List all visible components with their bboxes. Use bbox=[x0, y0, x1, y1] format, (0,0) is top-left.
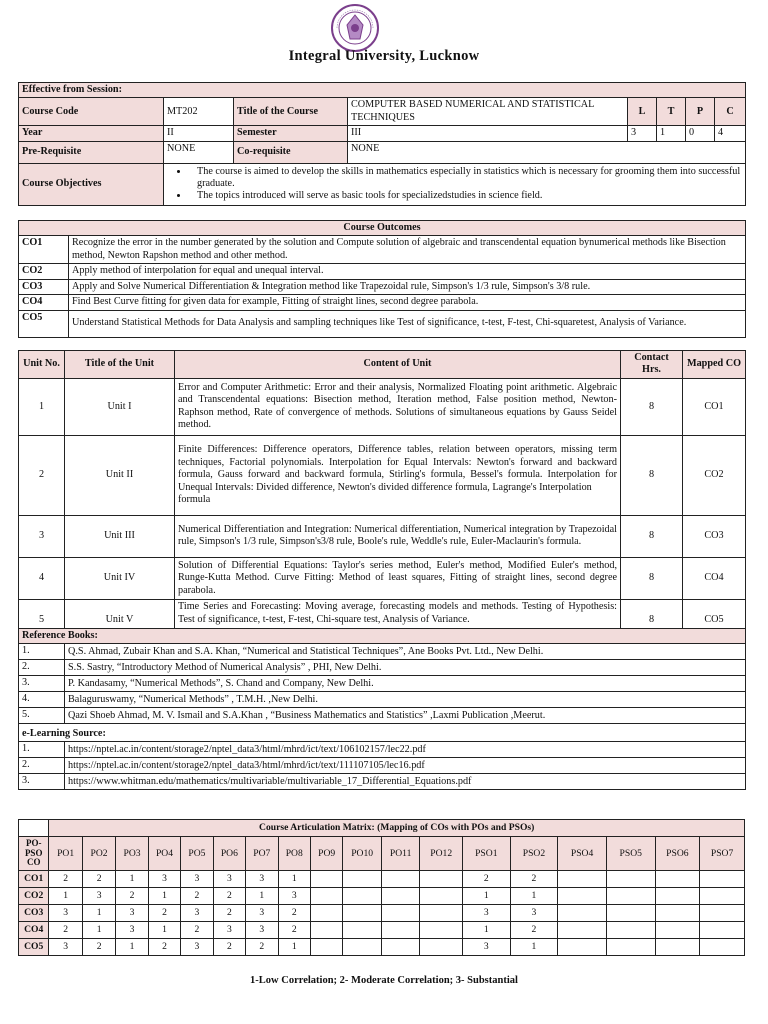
reference-number: 2. bbox=[19, 660, 65, 676]
elearning-number: 2. bbox=[19, 758, 65, 774]
matrix-cell: 1 bbox=[246, 888, 278, 905]
objective-item: • The topics introduced will serve as basic tools for specializedstudies in science field. bbox=[189, 190, 742, 202]
matrix-col-header: PO4 bbox=[148, 837, 180, 871]
matrix-cell bbox=[558, 888, 607, 905]
unit-content: Error and Computer Arithmetic: Error and their analysis, Normalized Floating point arithmetic. Algebraic and Transcendental equations: Bisection method, Iteration method, False position method, Newton-Raphson method, Rate of convergence of methods. Solutions of simultaneous equations by Gauss Seidel method. bbox=[175, 378, 621, 435]
prerequisite-label: Pre-Requisite bbox=[19, 141, 164, 163]
matrix-cell: 1 bbox=[82, 905, 115, 922]
ltpc-value-p: 0 bbox=[686, 126, 715, 141]
corequisite-value: NONE bbox=[348, 141, 746, 163]
matrix-cell bbox=[606, 888, 655, 905]
matrix-cell bbox=[310, 871, 342, 888]
matrix-row-co: CO4 bbox=[19, 922, 49, 939]
unit-mapped-co: CO4 bbox=[683, 557, 746, 599]
unit-title: Unit IV bbox=[65, 557, 175, 599]
elearning-link[interactable]: https://nptel.ac.in/content/storage2/nptel_data3/html/mhrd/ict/text/106102157/lec22.pdf bbox=[65, 742, 746, 758]
unit-mapped-co: CO5 bbox=[683, 599, 746, 628]
elearning-link[interactable]: https://nptel.ac.in/content/storage2/nptel_data3/html/mhrd/ict/text/111107105/lec16.pdf bbox=[65, 758, 746, 774]
outcome-code: CO2 bbox=[19, 264, 69, 279]
matrix-col-header: PO11 bbox=[381, 837, 420, 871]
units-table bbox=[18, 350, 746, 790]
matrix-cell: 2 bbox=[116, 888, 148, 905]
matrix-col-header: PSO5 bbox=[606, 837, 655, 871]
unit-hours: 8 bbox=[621, 515, 683, 557]
year-value: II bbox=[164, 126, 234, 141]
matrix-cell: 2 bbox=[82, 939, 115, 956]
matrix-col-header: PSO6 bbox=[655, 837, 700, 871]
objectives-label: Course Objectives bbox=[19, 163, 164, 205]
matrix-cell: 3 bbox=[49, 939, 82, 956]
matrix-cell bbox=[606, 922, 655, 939]
matrix-col-header: PO8 bbox=[278, 837, 310, 871]
matrix-cell: 3 bbox=[181, 871, 213, 888]
matrix-cell: 1 bbox=[278, 871, 310, 888]
matrix-cell bbox=[655, 871, 700, 888]
matrix-col-header: PO3 bbox=[116, 837, 148, 871]
matrix-cell: 1 bbox=[510, 888, 558, 905]
matrix-col-header: PSO7 bbox=[700, 837, 745, 871]
matrix-cell: 2 bbox=[213, 939, 245, 956]
matrix-cell: 2 bbox=[246, 939, 278, 956]
matrix-cell bbox=[310, 905, 342, 922]
matrix-cell bbox=[700, 905, 745, 922]
matrix-row bbox=[19, 888, 745, 905]
matrix-cell bbox=[420, 939, 463, 956]
mapped-co-header: Mapped CO bbox=[683, 351, 746, 379]
matrix-cell bbox=[558, 922, 607, 939]
outcome-code: CO3 bbox=[19, 279, 69, 294]
matrix-col-header: PO5 bbox=[181, 837, 213, 871]
unit-mapped-co: CO1 bbox=[683, 378, 746, 435]
unit-title: Unit III bbox=[65, 515, 175, 557]
matrix-cell: 3 bbox=[116, 905, 148, 922]
matrix-cell bbox=[700, 871, 745, 888]
unit-mapped-co: CO2 bbox=[683, 435, 746, 515]
ltpc-header-p: P bbox=[686, 98, 715, 126]
matrix-row bbox=[19, 939, 745, 956]
matrix-cell bbox=[381, 922, 420, 939]
matrix-col-header: PO7 bbox=[246, 837, 278, 871]
matrix-corner-top: PO-PSO bbox=[24, 837, 43, 858]
matrix-row-co: CO2 bbox=[19, 888, 49, 905]
matrix-cell: 3 bbox=[49, 905, 82, 922]
reference-number: 5. bbox=[19, 708, 65, 724]
corequisite-label: Co-requisite bbox=[234, 141, 348, 163]
matrix-cell: 1 bbox=[116, 939, 148, 956]
matrix-col-header: PO12 bbox=[420, 837, 463, 871]
matrix-cell bbox=[606, 871, 655, 888]
matrix-cell: 1 bbox=[148, 888, 180, 905]
unit-hours: 8 bbox=[621, 378, 683, 435]
references-heading: Reference Books: bbox=[19, 628, 746, 643]
matrix-cell: 3 bbox=[82, 888, 115, 905]
unit-hours: 8 bbox=[621, 557, 683, 599]
unit-title-header: Title of the Unit bbox=[65, 351, 175, 379]
university-seal-logo bbox=[330, 3, 380, 53]
matrix-col-header: PO6 bbox=[213, 837, 245, 871]
unit-mapped-co: CO3 bbox=[683, 515, 746, 557]
elearning-number: 3. bbox=[19, 774, 65, 790]
matrix-row bbox=[19, 871, 745, 888]
ltpc-header-t: T bbox=[657, 98, 686, 126]
reference-number: 4. bbox=[19, 692, 65, 708]
matrix-row bbox=[19, 905, 745, 922]
matrix-cell: 1 bbox=[462, 922, 510, 939]
correlation-legend: 1-Low Correlation; 2- Moderate Correlation; 3- Substantial bbox=[250, 975, 518, 986]
ltpc-value-t: 1 bbox=[657, 126, 686, 141]
outcomes-heading: Course Outcomes bbox=[19, 221, 746, 236]
unit-number: 5 bbox=[19, 599, 65, 628]
matrix-cell: 3 bbox=[510, 905, 558, 922]
objectives-list bbox=[167, 166, 742, 203]
matrix-cell: 2 bbox=[181, 888, 213, 905]
matrix-cell: 1 bbox=[82, 922, 115, 939]
matrix-cell: 3 bbox=[462, 939, 510, 956]
university-name: Integral University, Lucknow bbox=[288, 48, 480, 64]
matrix-header-row bbox=[19, 837, 745, 871]
matrix-col-header: PO9 bbox=[310, 837, 342, 871]
matrix-cell bbox=[420, 922, 463, 939]
matrix-cell: 3 bbox=[213, 922, 245, 939]
ltpc-value-c: 4 bbox=[715, 126, 746, 141]
matrix-cell bbox=[343, 939, 382, 956]
outcome-code: CO5 bbox=[19, 310, 69, 337]
unit-content: Numerical Differentiation and Integration: Numerical differentiation, Numerical integration by Trapezoidal rule, Simpson's 1/3 rule, Simpson's3/8 rule, Boole's rule, Weddle's rule, Euler-Maclaurin's formula. bbox=[175, 515, 621, 557]
matrix-cell bbox=[381, 871, 420, 888]
outcome-text: Apply and Solve Numerical Differentiation & Integration method like Trapezoidal rule, Simpson's 1/3 rule, Simpson's 3/8 rule. bbox=[69, 279, 746, 294]
ltpc-header-l: L bbox=[628, 98, 657, 126]
articulation-matrix-table bbox=[18, 819, 745, 956]
matrix-cell: 1 bbox=[510, 939, 558, 956]
matrix-cell bbox=[381, 939, 420, 956]
year-label: Year bbox=[19, 126, 164, 141]
matrix-cell: 3 bbox=[181, 939, 213, 956]
matrix-cell bbox=[420, 888, 463, 905]
unit-content-header: Content of Unit bbox=[175, 351, 621, 379]
matrix-cell: 3 bbox=[246, 871, 278, 888]
matrix-body bbox=[19, 871, 745, 956]
unit-number: 3 bbox=[19, 515, 65, 557]
elearning-heading: e-Learning Source: bbox=[19, 724, 746, 742]
matrix-cell: 3 bbox=[462, 905, 510, 922]
ltpc-header-c: C bbox=[715, 98, 746, 126]
matrix-cell bbox=[343, 905, 382, 922]
matrix-cell bbox=[420, 905, 463, 922]
matrix-cell: 3 bbox=[148, 871, 180, 888]
unit-number: 2 bbox=[19, 435, 65, 515]
matrix-cell bbox=[606, 905, 655, 922]
contact-hrs-header: Contact Hrs. bbox=[621, 351, 683, 379]
matrix-cell: 2 bbox=[462, 871, 510, 888]
matrix-cell: 2 bbox=[510, 922, 558, 939]
semester-value: III bbox=[348, 126, 628, 141]
matrix-heading: Course Articulation Matrix: (Mapping of COs with POs and PSOs) bbox=[49, 820, 745, 837]
unit-content: Solution of Differential Equations: Taylor's series method, Euler's method, Modified Euler's method, Runge-Kutta Method. Curve Fitting: Method of least squares, Fitting of straight lines, second degree parabola. bbox=[175, 557, 621, 599]
matrix-col-header: PO10 bbox=[343, 837, 382, 871]
course-title-value: COMPUTER BASED NUMERICAL AND STATISTICAL TECHNIQUES bbox=[348, 98, 628, 126]
unit-title: Unit V bbox=[65, 599, 175, 628]
matrix-cell bbox=[655, 905, 700, 922]
matrix-cell bbox=[655, 939, 700, 956]
matrix-cell: 2 bbox=[278, 922, 310, 939]
reference-text: Qazi Shoeb Ahmad, M. V. Ismail and S.A.Khan , “Business Mathematics and Statistics” ,Laxmi Publication ,Meerut. bbox=[65, 708, 746, 724]
matrix-cell bbox=[700, 922, 745, 939]
matrix-cell: 3 bbox=[278, 888, 310, 905]
matrix-cell bbox=[606, 939, 655, 956]
outcome-text: Apply method of interpolation for equal and unequal interval. bbox=[69, 264, 746, 279]
matrix-cell: 2 bbox=[510, 871, 558, 888]
matrix-cell: 2 bbox=[181, 922, 213, 939]
reference-text: S.S. Sastry, “Introductory Method of Numerical Analysis” , PHI, New Delhi. bbox=[65, 660, 746, 676]
reference-number: 3. bbox=[19, 676, 65, 692]
outcome-text: Understand Statistical Methods for Data Analysis and sampling techniques like Test of significance, t-test, F-test, Chi-squaretest, Analysis of Variance. bbox=[69, 310, 746, 337]
unit-no-header: Unit No. bbox=[19, 351, 65, 379]
matrix-col-header: PSO4 bbox=[558, 837, 607, 871]
ltpc-value-l: 3 bbox=[628, 126, 657, 141]
outcome-text: Recognize the error in the number generated by the solution and Compute solution of algebraic and transcendental equation bynumerical methods like Bisection method, Newton Rapshon method and other method. bbox=[69, 236, 746, 264]
matrix-cell: 2 bbox=[278, 905, 310, 922]
matrix-col-header: PSO1 bbox=[462, 837, 510, 871]
matrix-cell bbox=[655, 888, 700, 905]
matrix-cell bbox=[310, 922, 342, 939]
unit-hours: 8 bbox=[621, 599, 683, 628]
matrix-row bbox=[19, 922, 745, 939]
unit-content: Finite Differences: Difference operators, Difference tables, relation between operators, missing term techniques, Factorial polynomials. Interpolation for Equal Intervals: Newton's forward and backward formula, Gauss forward and backward formula, Stirling's formula, Bessel's formula. Interpolation for Unequal Intervals: Divided difference, Newton's divided difference formula, Lagrange's Interpolation bbox=[178, 444, 617, 493]
matrix-cell bbox=[381, 905, 420, 922]
unit-title: Unit I bbox=[65, 378, 175, 435]
matrix-cell bbox=[420, 871, 463, 888]
reference-text: Balaguruswamy, “Numerical Methods” , T.M.H. ,New Delhi. bbox=[65, 692, 746, 708]
matrix-cell: 2 bbox=[82, 871, 115, 888]
matrix-cell bbox=[310, 939, 342, 956]
matrix-cell: 1 bbox=[116, 871, 148, 888]
objective-item: • The course is aimed to develop the skills in mathematics especially in statistics which is necessary for grooming them into successful graduate. bbox=[189, 166, 742, 191]
matrix-row-co: CO3 bbox=[19, 905, 49, 922]
course-code-value: MT202 bbox=[164, 98, 234, 126]
course-outcomes-table bbox=[18, 220, 746, 338]
matrix-cell: 3 bbox=[181, 905, 213, 922]
reference-text: P. Kandasamy, “Numerical Methods”, S. Chand and Company, New Delhi. bbox=[65, 676, 746, 692]
matrix-cell: 1 bbox=[148, 922, 180, 939]
matrix-cell: 2 bbox=[49, 871, 82, 888]
course-title-label: Title of the Course bbox=[234, 98, 348, 126]
matrix-col-header: PO2 bbox=[82, 837, 115, 871]
matrix-cell: 1 bbox=[278, 939, 310, 956]
unit-content-extra: formula bbox=[178, 494, 211, 506]
reference-number: 1. bbox=[19, 644, 65, 660]
outcome-code: CO4 bbox=[19, 295, 69, 310]
unit-content: Time Series and Forecasting: Moving average, forecasting models and methods. Testing of Hypothesis: Test of significance, t-test, F-test, Chi-square test, Analysis of Variance. bbox=[175, 599, 621, 628]
matrix-cell bbox=[558, 905, 607, 922]
reference-text: Q.S. Ahmad, Zubair Khan and S.A. Khan, “Numerical and Statistical Techniques”, Ane Books Pvt. Ltd., New Delhi. bbox=[65, 644, 746, 660]
matrix-cell: 3 bbox=[246, 905, 278, 922]
matrix-cell bbox=[558, 939, 607, 956]
matrix-cell bbox=[655, 922, 700, 939]
matrix-cell: 2 bbox=[148, 905, 180, 922]
matrix-cell bbox=[381, 888, 420, 905]
matrix-cell: 2 bbox=[148, 939, 180, 956]
matrix-cell: 2 bbox=[213, 888, 245, 905]
elearning-number: 1. bbox=[19, 742, 65, 758]
matrix-cell: 1 bbox=[462, 888, 510, 905]
matrix-cell: 3 bbox=[116, 922, 148, 939]
effective-session-label: Effective from Session: bbox=[22, 84, 122, 95]
matrix-cell: 1 bbox=[49, 888, 82, 905]
unit-number: 4 bbox=[19, 557, 65, 599]
matrix-cell: 3 bbox=[213, 871, 245, 888]
semester-label: Semester bbox=[234, 126, 348, 141]
matrix-cell bbox=[700, 888, 745, 905]
matrix-row-co: CO1 bbox=[19, 871, 49, 888]
elearning-link[interactable]: https://www.whitman.edu/mathematics/multivariable/multivariable_17_Differential_Equations.pdf bbox=[65, 774, 746, 790]
prerequisite-value: NONE bbox=[164, 141, 234, 163]
course-code-label: Course Code bbox=[19, 98, 164, 126]
unit-hours: 8 bbox=[621, 435, 683, 515]
matrix-cell bbox=[343, 888, 382, 905]
matrix-cell: 2 bbox=[213, 905, 245, 922]
matrix-corner-bottom: CO bbox=[26, 857, 41, 868]
matrix-cell bbox=[310, 888, 342, 905]
matrix-col-header: PSO2 bbox=[510, 837, 558, 871]
matrix-row-co: CO5 bbox=[19, 939, 49, 956]
matrix-col-header: PO1 bbox=[49, 837, 82, 871]
matrix-cell bbox=[700, 939, 745, 956]
matrix-cell bbox=[343, 871, 382, 888]
outcome-text: Find Best Curve fitting for given data for example, Fitting of straight lines, second degree parabola. bbox=[69, 295, 746, 310]
outcome-code: CO1 bbox=[19, 236, 69, 264]
unit-title: Unit II bbox=[65, 435, 175, 515]
course-info-table bbox=[18, 82, 746, 206]
matrix-cell: 3 bbox=[246, 922, 278, 939]
matrix-cell bbox=[343, 922, 382, 939]
matrix-cell bbox=[558, 871, 607, 888]
unit-number: 1 bbox=[19, 378, 65, 435]
matrix-cell: 2 bbox=[49, 922, 82, 939]
